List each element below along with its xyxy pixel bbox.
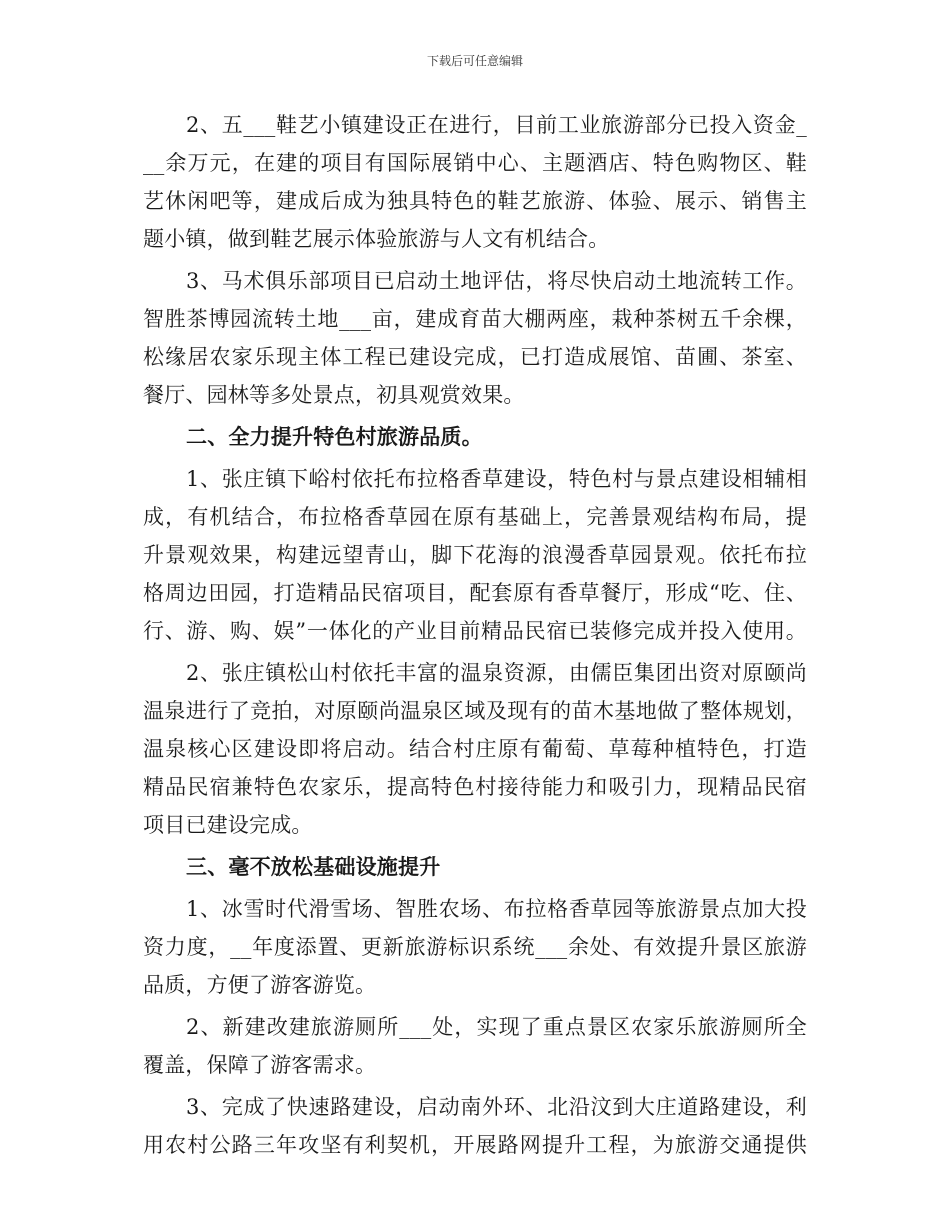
paragraph-line: 温泉核心区建设即将启动。结合村庄原有葡萄、草莓种植特色，打造 [143, 737, 807, 761]
paragraph-line: 松缘居农家乐现主体工程已建设完成，已打造成展馆、苗圃、茶室、 [143, 345, 807, 369]
paragraph-line: 格周边田园，打造精品民宿项目，配套原有香草餐厅，形成“吃、住、 [143, 581, 807, 605]
paragraph-line: 品质，方便了游客游览。 [143, 973, 377, 997]
paragraph-line: 题小镇，做到鞋艺展示体验旅游与人文有机结合。 [143, 227, 610, 251]
paragraph-line: 覆盖，保障了游客需求。 [143, 1053, 377, 1077]
page-header: 下载后可任意编辑 [426, 54, 523, 68]
paragraph-line: 3、完成了快速路建设，启动南外环、北沿汶到大庄道路建设，利 [186, 1095, 807, 1119]
section-heading: 二、全力提升特色村旅游品质。 [186, 424, 483, 449]
paragraph-line: 2、新建改建旅游厕所___处，实现了重点景区农家乐旅游厕所全 [186, 1015, 807, 1039]
paragraph-line: __余万元，在建的项目有国际展销中心、主题酒店、特色购物区、鞋 [143, 151, 807, 175]
paragraph-line: 3、马术俱乐部项目已启动土地评估，将尽快启动土地流转工作。 [186, 269, 807, 293]
section-heading: 三、毫不放松基础设施提升 [186, 854, 441, 879]
paragraph-line: 艺休闲吧等，建成后成为独具特色的鞋艺旅游、体验、展示、销售主 [143, 189, 807, 213]
document-body [143, 106, 807, 1164]
paragraph-line: 项目已建设完成。 [143, 813, 313, 837]
paragraph-line: 用农村公路三年攻坚有利契机，开展路网提升工程，为旅游交通提供 [143, 1133, 807, 1157]
paragraph-line: 温泉进行了竞拍，对原颐尚温泉区域及现有的苗木基地做了整体规划， [143, 699, 807, 723]
paragraph-line: 餐厅、园林等多处景点，初具观赏效果。 [143, 383, 525, 407]
paragraph-line: 智胜茶博园流转土地___亩，建成育苗大棚两座，栽种茶树五千余棵， [143, 307, 807, 331]
paragraph-line: 1、张庄镇下峪村依托布拉格香草建设，特色村与景点建设相辅相 [186, 467, 807, 491]
paragraph-line: 成，有机结合，布拉格香草园在原有基础上，完善景观结构布局，提 [143, 505, 807, 529]
paragraph-line: 2、五___鞋艺小镇建设正在进行，目前工业旅游部分已投入资金_ [186, 113, 807, 137]
paragraph-line: 精品民宿兼特色农家乐，提高特色村接待能力和吸引力，现精品民宿 [143, 775, 807, 799]
paragraph-line: 资力度，__年度添置、更新旅游标识系统___余处、有效提升景区旅游 [143, 935, 807, 959]
paragraph-line: 2、张庄镇松山村依托丰富的温泉资源，由儒臣集团出资对原颐尚 [186, 661, 807, 685]
paragraph-line: 行、游、购、娱”一体化的产业目前精品民宿已装修完成并投入使用。 [143, 619, 807, 643]
paragraph-line: 1、冰雪时代滑雪场、智胜农场、布拉格香草园等旅游景点加大投 [186, 897, 807, 921]
paragraph-line: 升景观效果，构建远望青山，脚下花海的浪漫香草园景观。依托布拉 [143, 543, 807, 567]
